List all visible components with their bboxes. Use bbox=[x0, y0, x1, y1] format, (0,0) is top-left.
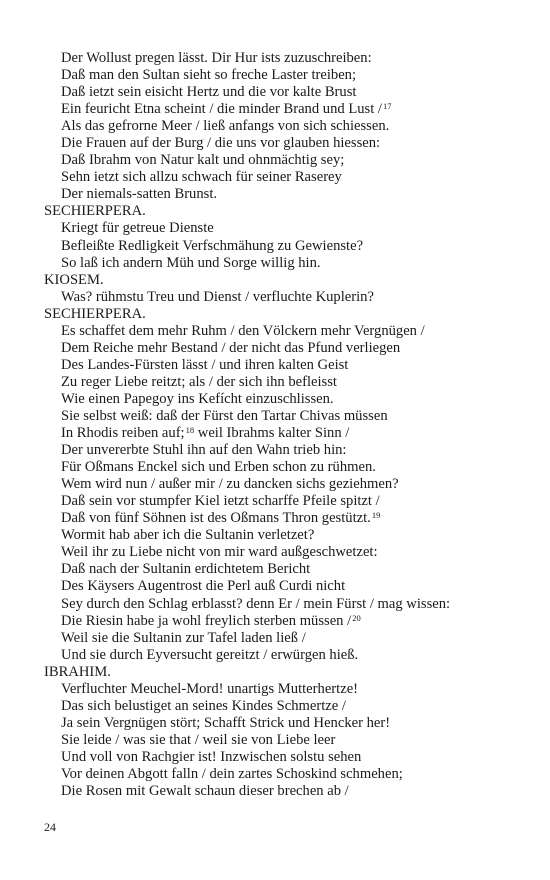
verse-line bbox=[44, 323, 524, 340]
line-text: KIOSEM. bbox=[44, 271, 104, 288]
verse-line bbox=[44, 391, 524, 408]
line-text: Dem Reiche mehr Bestand / der nicht das Pfund verliegen bbox=[61, 339, 401, 356]
line-text: Es schaffet dem mehr Ruhm / den Völckern mehr Vergnügen / bbox=[61, 322, 425, 339]
line-text: Wormit hab aber ich die Sultanin verletzet? bbox=[61, 527, 315, 544]
line-text: Der Wollust pregen lässt. Dir Hur ists zuzuschreiben: bbox=[61, 50, 372, 66]
line-text-continued: weil Ibrahms kalter Sinn / bbox=[194, 425, 350, 442]
verse-line bbox=[44, 561, 524, 578]
verse-line bbox=[44, 408, 524, 425]
line-text: IBRAHIM. bbox=[44, 663, 111, 680]
verse-line bbox=[44, 238, 524, 255]
verse-line bbox=[44, 681, 524, 698]
verse-line bbox=[44, 578, 524, 595]
line-text: Die Frauen auf der Burg / die uns vor glauben hiessen: bbox=[61, 135, 381, 152]
line-text: Ein feuricht Etna scheint / die minder Brand und Lust / bbox=[61, 101, 382, 118]
line-text: Des Käysers Augentrost die Perl auß Curdi nicht bbox=[61, 578, 346, 595]
line-text: Wie einen Papegoy ins Kefícht einzuschlissen. bbox=[61, 390, 334, 407]
line-text: Sey durch den Schlag erblasst? denn Er / mein Fürst / mag wissen: bbox=[61, 595, 451, 612]
line-text: Sie leide / was sie that / weil sie von Liebe leer bbox=[61, 731, 336, 748]
line-text: SECHIERPERA. bbox=[44, 305, 146, 322]
footnote-marker[interactable]: 17 bbox=[382, 101, 392, 112]
verse-line bbox=[44, 510, 524, 527]
line-text: Ja sein Vergnügen stört; Schafft Strick und Hencker her! bbox=[61, 714, 391, 731]
line-text: Sie selbst weiß: daß der Fürst den Tartar Chivas müssen bbox=[61, 407, 388, 424]
line-text: Der unvererbte Stuhl ihn auf den Wahn trieb hin: bbox=[61, 442, 347, 459]
line-text: Die Riesin habe ja wohl freylich sterben müssen / bbox=[61, 612, 352, 629]
verse-line bbox=[44, 289, 524, 306]
verse-line bbox=[44, 50, 524, 67]
verse-line bbox=[44, 425, 524, 442]
footnote-marker[interactable]: 20 bbox=[352, 612, 361, 623]
verse-line bbox=[44, 169, 524, 186]
verse-line bbox=[44, 135, 524, 152]
line-text: Zu reger Liebe reitzt; als / der sich ihn befleisst bbox=[61, 373, 337, 390]
line-text: Für Oßmans Enckel sich und Erben schon zu rühmen. bbox=[61, 459, 376, 476]
line-text: Daß von fünf Söhnen ist des Oßmans Thron gestützt. bbox=[61, 510, 371, 527]
line-text: Vor deinen Abgott falln / dein zartes Schoskind schmehen; bbox=[61, 765, 403, 782]
footnote-marker[interactable]: 18 bbox=[185, 425, 195, 436]
verse-line bbox=[44, 152, 524, 169]
verse-line bbox=[44, 715, 524, 732]
verse-line bbox=[44, 84, 524, 101]
speaker-name bbox=[44, 272, 524, 289]
line-text: Verfluchter Meuchel-Mord! unartigs Mutterhertze! bbox=[61, 680, 359, 697]
speaker-name bbox=[44, 664, 524, 681]
line-text: Die Rosen mit Gewalt schaun dieser brechen ab / bbox=[61, 783, 349, 800]
verse-line bbox=[44, 698, 524, 715]
line-text: Daß ietzt sein eisicht Hertz und die vor kalte Brust bbox=[61, 84, 357, 101]
line-text: Als das gefrorne Meer / ließ anfangs von sich schiessen. bbox=[61, 118, 390, 135]
verse-line bbox=[44, 630, 524, 647]
line-text: Und sie durch Eyversucht gereitzt / erwürgen hieß. bbox=[61, 646, 359, 663]
verse-line bbox=[44, 647, 524, 664]
verse-line bbox=[44, 527, 524, 544]
play-text bbox=[44, 50, 524, 800]
line-text: Des Landes-Fürsten lässt / und ihren kalten Geist bbox=[61, 356, 349, 373]
verse-line bbox=[44, 340, 524, 357]
line-text: Daß man den Sultan sieht so freche Laster treiben; bbox=[61, 67, 357, 84]
line-text: So laß ich andern Müh und Sorge willig hin. bbox=[61, 254, 321, 271]
line-text: Das sich belustiget an seines Kindes Schmertze / bbox=[61, 697, 346, 714]
line-text: Der niemals-satten Brunst. bbox=[61, 186, 218, 203]
verse-line bbox=[44, 459, 524, 476]
verse-line bbox=[44, 476, 524, 493]
line-text: Befleißte Redligkeit Verfschmähung zu Gewienste? bbox=[61, 237, 364, 254]
verse-line bbox=[44, 442, 524, 459]
verse-line bbox=[44, 544, 524, 561]
verse-line bbox=[44, 613, 524, 630]
footnote-marker[interactable]: 19 bbox=[371, 510, 381, 521]
verse-line bbox=[44, 374, 524, 391]
line-text: Wem wird nun / außer mir / zu dancken sichs geziehmen? bbox=[61, 476, 399, 493]
verse-line bbox=[44, 493, 524, 510]
line-text: Sehn ietzt sich allzu schwach für seiner Raserey bbox=[61, 169, 342, 186]
line-text: Daß Ibrahm von Natur kalt und ohnmächtig sey; bbox=[61, 152, 345, 169]
verse-line bbox=[44, 220, 524, 237]
line-text: Weil ihr zu Liebe nicht von mir ward außgeschwetzet: bbox=[61, 544, 378, 561]
page-number: 24 bbox=[44, 820, 56, 834]
verse-line bbox=[44, 596, 524, 613]
verse-line bbox=[44, 101, 524, 118]
line-text: Und voll von Rachgier ist! Inzwischen solstu sehen bbox=[61, 748, 362, 765]
verse-line bbox=[44, 357, 524, 374]
verse-line bbox=[44, 749, 524, 766]
line-text: Daß nach der Sultanin erdichtetem Bericht bbox=[61, 561, 311, 578]
verse-line bbox=[44, 118, 524, 135]
line-text: Weil sie die Sultanin zur Tafel laden ließ / bbox=[61, 629, 306, 646]
verse-line bbox=[44, 783, 524, 800]
verse-line bbox=[44, 186, 524, 203]
verse-line bbox=[44, 67, 524, 84]
verse-line bbox=[44, 732, 524, 749]
line-text: Daß sein vor stumpfer Kiel ietzt scharffe Pfeile spitzt / bbox=[61, 493, 380, 510]
speaker-name bbox=[44, 306, 524, 323]
speaker-name bbox=[44, 203, 524, 220]
verse-line bbox=[44, 766, 524, 783]
line-text: In Rhodis reiben auf; bbox=[61, 425, 185, 442]
line-text: Kriegt für getreue Dienste bbox=[61, 220, 214, 237]
verse-line bbox=[44, 255, 524, 272]
line-text: SECHIERPERA. bbox=[44, 203, 146, 220]
line-text: Was? rühmstu Treu und Dienst / verfluchte Kuplerin? bbox=[61, 288, 374, 305]
